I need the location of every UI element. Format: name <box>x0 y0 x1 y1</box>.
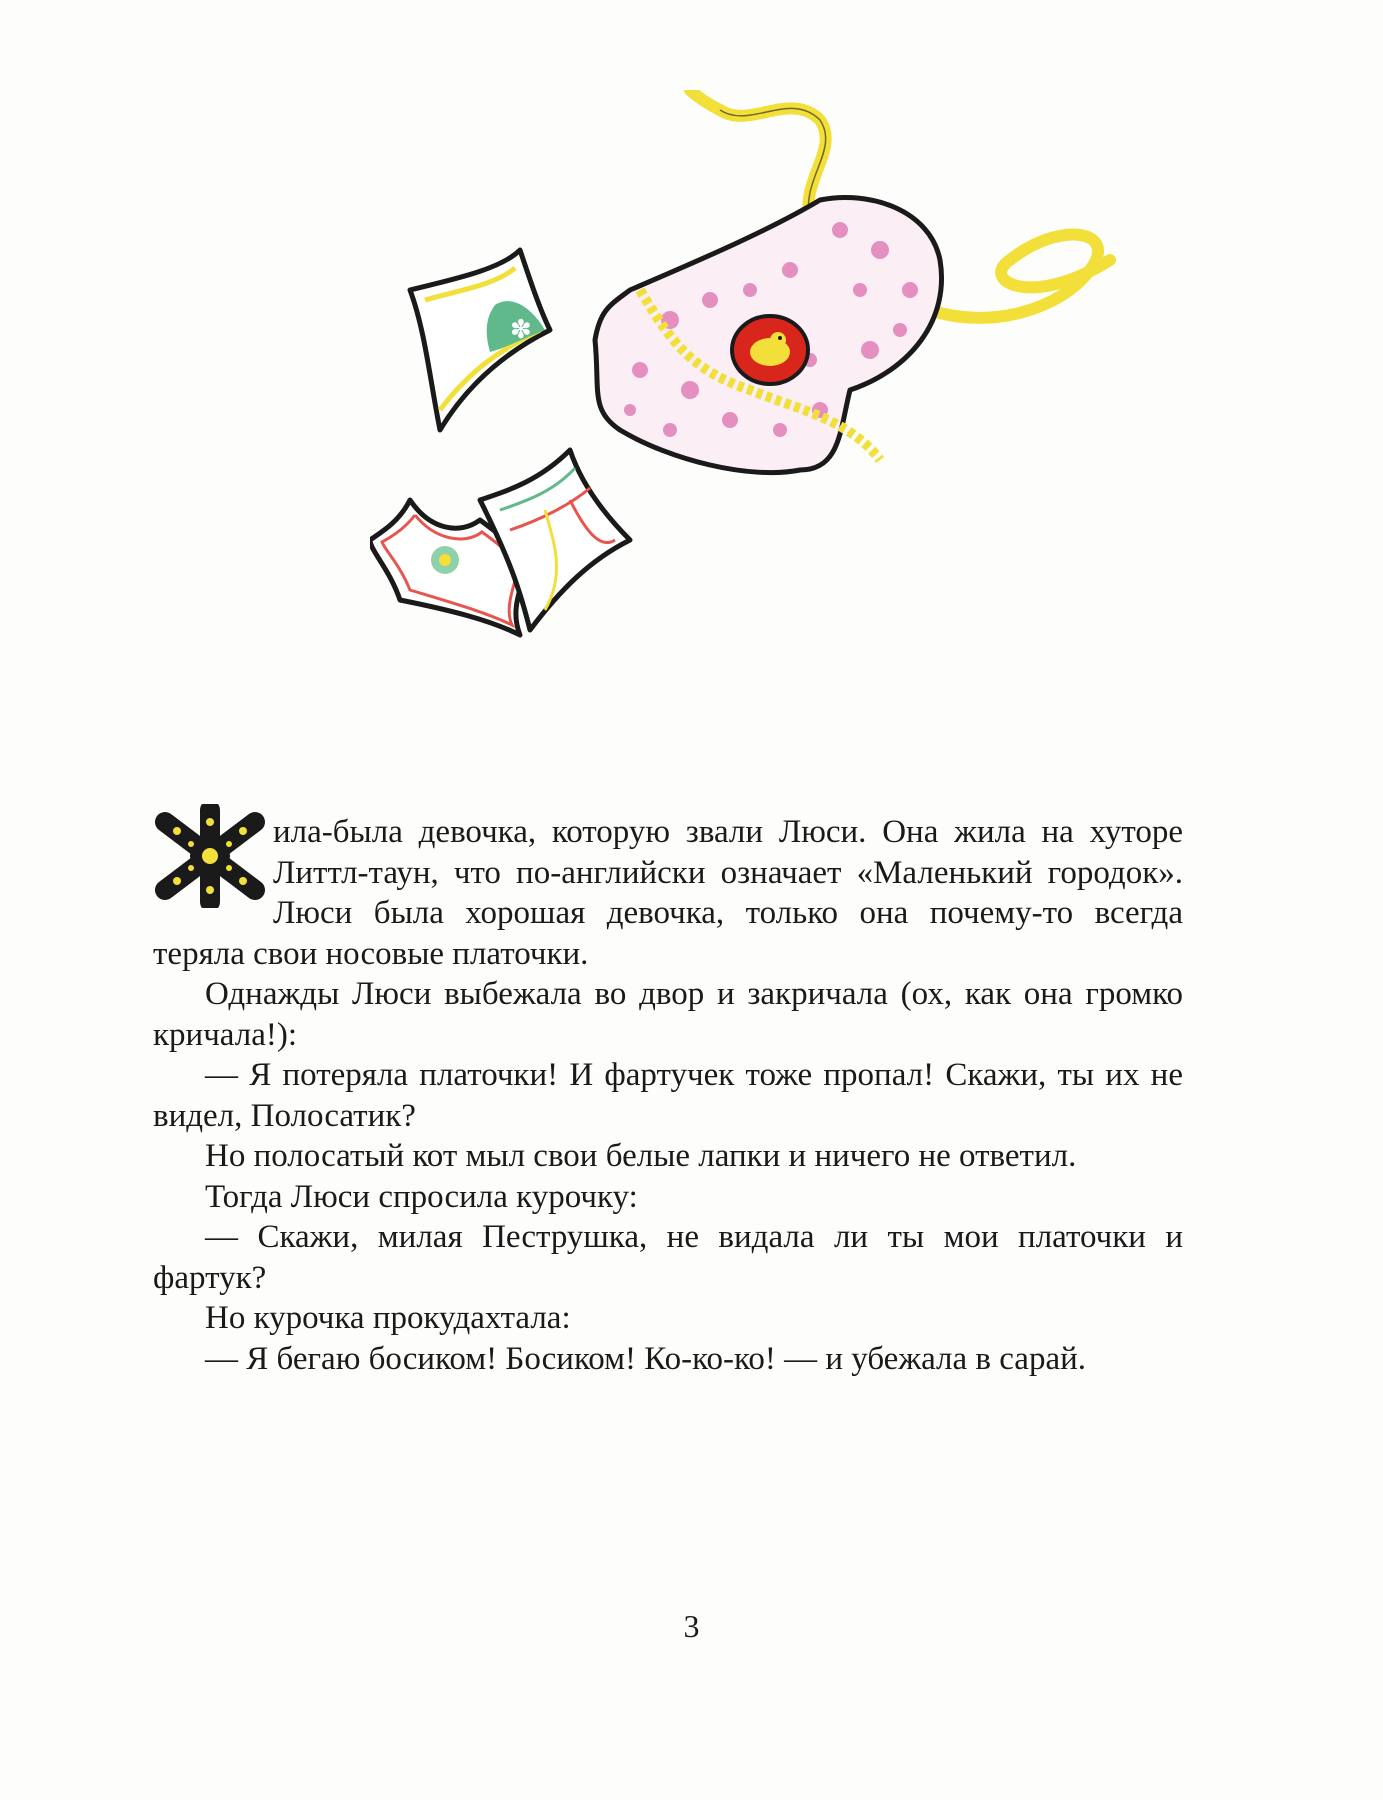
paragraph-1 <box>153 812 1183 974</box>
dropcap-letter-icon <box>151 804 269 908</box>
apron-handkerchiefs-illustration <box>370 90 1290 730</box>
paragraph-4: Но полосатый кот мыл свои белые лапки и ничего не ответил. <box>205 1138 1077 1174</box>
paragraph-8: — Я бегаю босиком! Босиком! Ко-ко-ко! — и убежала в сарай. <box>205 1340 1087 1377</box>
apron-ribbon-side <box>930 235 1110 318</box>
paragraph-3: — Я потеряла платочки! И фартучек тоже пропал! Скажи, ты их не видел, Полосатик? <box>153 1057 1183 1134</box>
apron-ribbon-top <box>690 90 826 220</box>
paragraph-6: — Скажи, милая Пеструшка, не видала ли ты мои платочки и фартук? <box>153 1219 1183 1296</box>
apron-pocket <box>732 316 808 384</box>
paragraph-7: Но курочка прокудахтала: <box>205 1300 571 1336</box>
paragraph-5: Тогда Люси спросила курочку: <box>205 1178 638 1215</box>
page-number: 3 <box>683 1608 700 1644</box>
paragraph-1-text: ила-была девочка, которую звали Люси. Она жила на хуторе Литтл-таун, что по-английски означает «Маленький городок». Люси была хорошая девочка, только она почему-то всегда теряла свои носовые платочки. <box>153 814 1183 972</box>
handkerchief-red-flower <box>431 546 459 574</box>
story-text <box>153 812 1183 1379</box>
paragraph-2: Однажды Люси выбежала во двор и закричала (ох, как она громко кричала!): <box>153 976 1183 1053</box>
handkerchief-green-flower: ✽ <box>510 315 532 345</box>
